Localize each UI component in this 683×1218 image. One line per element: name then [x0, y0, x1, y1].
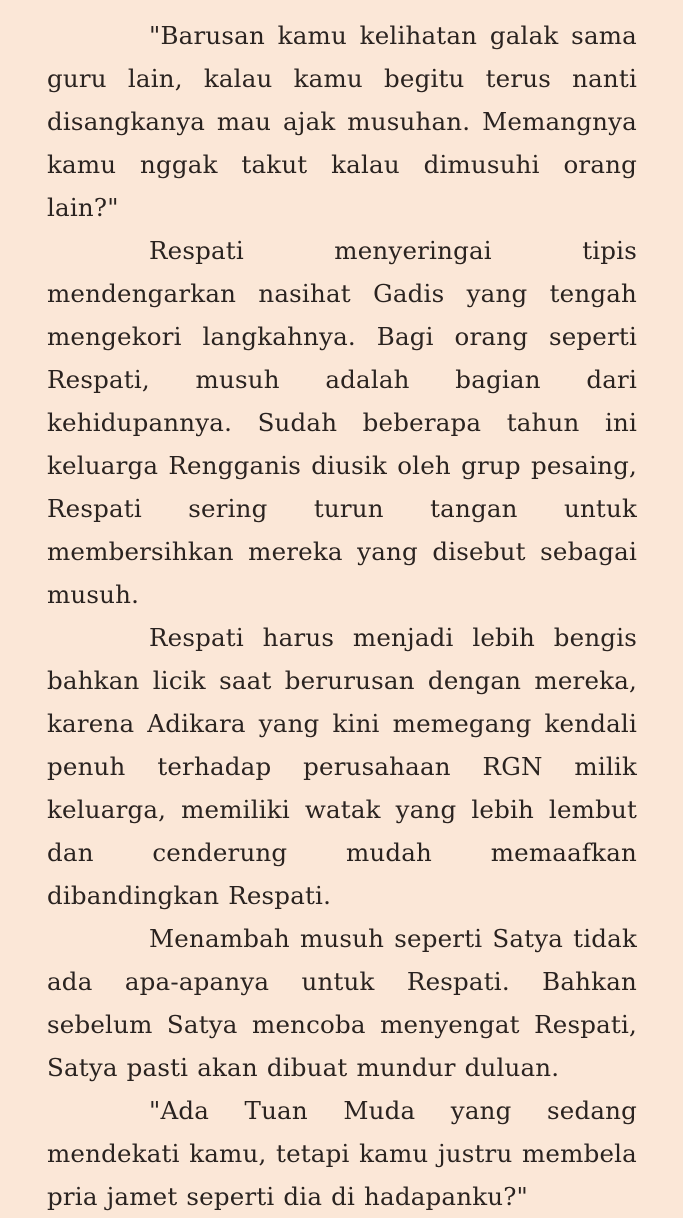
paragraph-satya: Menambah musuh seperti Satya tidak ada apa-apanya untuk Respati. Bahkan sebelum Satya mencoba menyengat Respati, Satya pasti akan dibuat mundur duluan.: [47, 924, 637, 1082]
paragraph-respati-ruthless: Respati harus menjadi lebih bengis bahkan licik saat berurusan dengan mereka, karena Adikara yang kini memegang kendali penuh terhadap perusahaan RGN milik keluarga, memiliki watak yang lebih lembut dan cenderung mudah memaafkan dibandingkan Respati.: [47, 623, 637, 910]
paragraph-dialogue-respati: "Ada Tuan Muda yang sedang mendekati kamu, tetapi kamu justru membela pria jamet seperti dia di hadapanku?": [47, 1096, 637, 1211]
paragraph-dialogue-gadis: "Barusan kamu kelihatan galak sama guru lain, kalau kamu begitu terus nanti disangkanya mau ajak musuhan. Memangnya kamu nggak takut kalau dimusuhi orang lain?": [47, 21, 637, 222]
paragraph-respati-smirk: Respati menyeringai tipis mendengarkan nasihat Gadis yang tengah mengekori langkahnya. Bagi orang seperti Respati, musuh adalah bagian dari kehidupannya. Sudah beberapa tahun ini keluarga Rengganis diusik oleh grup pesaing, Respati sering turun tangan untuk membersihkan mereka yang disebut sebagai musuh.: [47, 236, 637, 609]
